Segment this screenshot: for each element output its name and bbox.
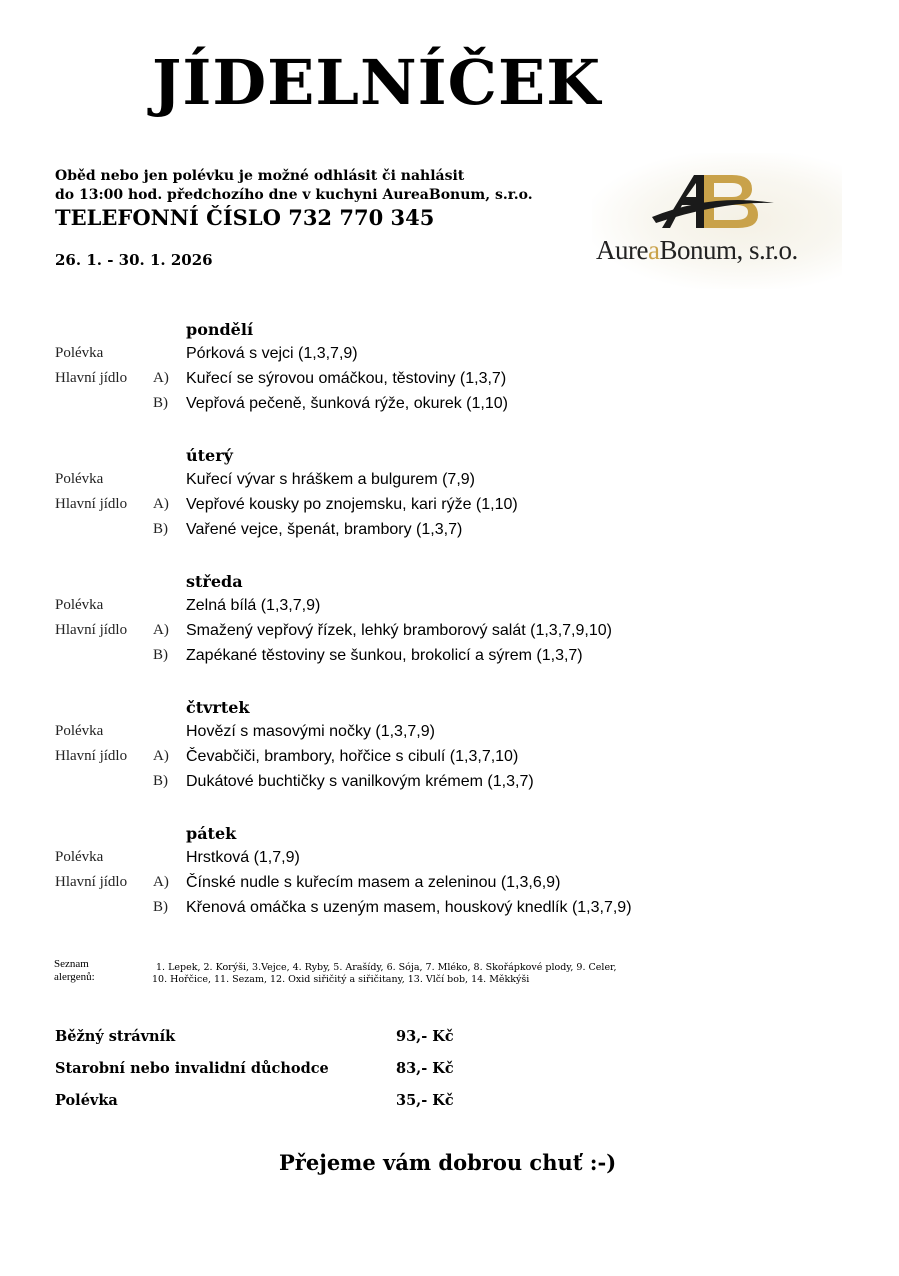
price-label: Polévka [55, 1092, 118, 1109]
day-name: čtvrtek [186, 698, 250, 717]
price-value: 83,- Kč [396, 1060, 454, 1077]
day-section-thursday [0, 698, 899, 824]
main-row-a [0, 622, 899, 644]
allergen-list-line: 10. Hořčice, 11. Sezam, 12. Oxid siřičitý a siřičitany, 13. Vlčí bob, 14. Měkkýši [152, 974, 530, 985]
variant-b-label: B) [153, 521, 168, 537]
soup-dish: Hrstková (1,7,9) [186, 849, 300, 866]
soup-label: Polévka [55, 471, 104, 487]
soup-dish: Pórková s vejci (1,3,7,9) [186, 345, 358, 362]
main-dish-b: Vařené vejce, špenát, brambory (1,3,7) [186, 521, 463, 538]
variant-a-label: A) [153, 874, 169, 890]
soup-row [0, 849, 899, 871]
main-label: Hlavní jídlo [55, 622, 128, 638]
order-notice-line: Oběd nebo jen polévku je možné odhlásit či nahlásit [55, 168, 465, 184]
date-range: 26. 1. - 30. 1. 2026 [55, 251, 213, 269]
variant-b-label: B) [153, 647, 168, 663]
day-section-friday [0, 824, 899, 950]
allergen-label-line: Seznam [54, 958, 89, 970]
soup-label: Polévka [55, 597, 104, 613]
soup-dish: Zelná bílá (1,3,7,9) [186, 597, 321, 614]
main-dish-b: Zapékané těstoviny se šunkou, brokolicí a sýrem (1,3,7) [186, 647, 583, 664]
allergen-list [152, 962, 617, 986]
main-dish-b: Vepřová pečeně, šunková rýže, okurek (1,10) [186, 395, 508, 412]
price-row-regular [55, 1028, 475, 1052]
variant-b-label: B) [153, 773, 168, 789]
day-name: úterý [186, 446, 233, 465]
main-dish-b: Křenová omáčka s uzeným masem, houskový knedlík (1,3,7,9) [186, 899, 632, 916]
logo-name-part: Bonum, s.r.o. [659, 235, 798, 265]
phone-number: TELEFONNÍ ČÍSLO 732 770 345 [55, 205, 435, 230]
main-label: Hlavní jídlo [55, 370, 128, 386]
soup-dish: Kuřecí vývar s hráškem a bulgurem (7,9) [186, 471, 475, 488]
soup-row [0, 471, 899, 493]
day-name: středa [186, 572, 243, 591]
logo-company-name [596, 235, 798, 266]
day-name: pátek [186, 824, 237, 843]
main-label: Hlavní jídlo [55, 496, 128, 512]
variant-b-label: B) [153, 395, 168, 411]
variant-a-label: A) [153, 496, 169, 512]
main-dish-a: Vepřové kousky po znojemsku, kari rýže (1,10) [186, 496, 518, 513]
page-title: JÍDELNÍČEK [152, 46, 602, 119]
soup-row [0, 345, 899, 367]
logo-name-part: Aure [596, 235, 648, 265]
price-label: Starobní nebo invalidní důchodce [55, 1060, 329, 1077]
main-dish-a: Čínské nudle s kuřecím masem a zeleninou (1,3,6,9) [186, 874, 561, 891]
soup-label: Polévka [55, 849, 104, 865]
closing-message: Přejeme vám dobrou chuť :-) [279, 1150, 617, 1175]
soup-dish: Hovězí s masovými nočky (1,3,7,9) [186, 723, 435, 740]
variant-a-label: A) [153, 370, 169, 386]
soup-label: Polévka [55, 723, 104, 739]
day-section-tuesday [0, 446, 899, 572]
price-label: Běžný strávník [55, 1028, 176, 1045]
day-section-monday [0, 320, 899, 446]
company-logo [592, 153, 842, 289]
logo-name-accent: a [647, 235, 660, 265]
variant-b-label: B) [153, 899, 168, 915]
allergen-list-line: 1. Lepek, 2. Korýši, 3.Vejce, 4. Ryby, 5. Arašídy, 6. Sója, 7. Mléko, 8. Skořápkové plody, 9. Celer, [156, 962, 617, 973]
price-value: 35,- Kč [396, 1092, 454, 1109]
day-section-wednesday [0, 572, 899, 698]
price-row-soup [55, 1092, 475, 1116]
main-row-a [0, 370, 899, 392]
main-row-b [0, 395, 899, 417]
main-row-a [0, 496, 899, 518]
variant-a-label: A) [153, 748, 169, 764]
main-dish-a: Kuřecí se sýrovou omáčkou, těstoviny (1,3,7) [186, 370, 507, 387]
main-row-b [0, 773, 899, 795]
order-notice [55, 167, 533, 205]
soup-label: Polévka [55, 345, 104, 361]
soup-row [0, 723, 899, 745]
order-notice-line: do 13:00 hod. předchozího dne v kuchyni AureaBonum, s.r.o. [55, 187, 533, 203]
day-name: pondělí [186, 320, 254, 339]
allergen-label-line: alergenů: [54, 971, 95, 983]
main-dish-b: Dukátové buchtičky s vanilkovým krémem (1,3,7) [186, 773, 534, 790]
main-dish-a: Čevabčiči, brambory, hořčice s cibulí (1,3,7,10) [186, 748, 519, 765]
logo-monogram-icon [592, 153, 842, 243]
main-label: Hlavní jídlo [55, 748, 128, 764]
main-row-a [0, 874, 899, 896]
main-dish-a: Smažený vepřový řízek, lehký bramborový salát (1,3,7,9,10) [186, 622, 612, 639]
variant-a-label: A) [153, 622, 169, 638]
main-row-b [0, 647, 899, 669]
main-row-b [0, 899, 899, 921]
main-label: Hlavní jídlo [55, 874, 128, 890]
main-row-b [0, 521, 899, 543]
price-value: 93,- Kč [396, 1028, 454, 1045]
main-row-a [0, 748, 899, 770]
price-row-pensioner [55, 1060, 475, 1084]
allergen-label [54, 958, 95, 984]
soup-row [0, 597, 899, 619]
